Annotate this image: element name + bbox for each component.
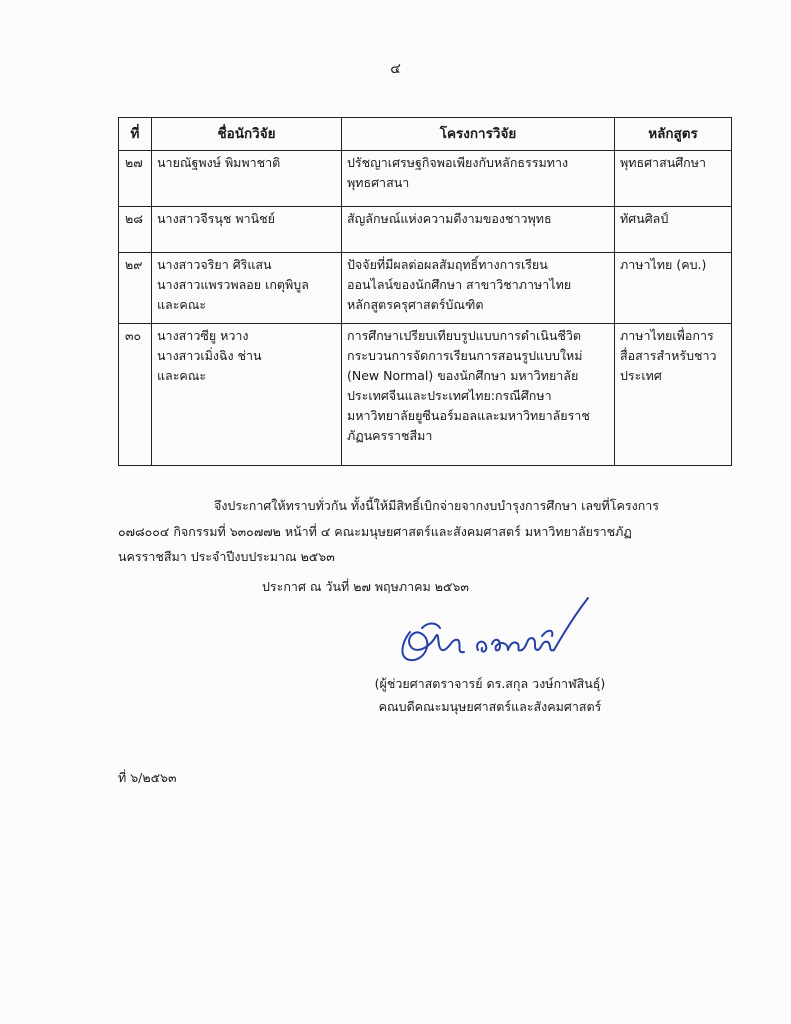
program-line: ภาษาไทยเพื่อการ <box>620 328 714 343</box>
program-cell <box>615 324 732 466</box>
project-line: ประเทศจีนและประเทศไทย:กรณีศึกษา <box>347 388 552 403</box>
project-line: มหาวิทยาลัยยูซีนอร์มอลและมหาวิทยาลัยราช <box>347 408 590 423</box>
program-cell <box>615 151 732 207</box>
researcher-name: นางสาวเมิ่งฉิง ช่าน <box>157 348 262 363</box>
table-row <box>119 151 732 207</box>
project-line: พุทธศาสนา <box>347 175 410 190</box>
announcement-line: ๐๗๘๐๐๔ กิจกรรมที่ ๖๓๐๗๗๒ หน้าที่ ๔ คณะมนุษยศาสตร์และสังคมศาสตร์ มหาวิทยาลัยราชภัฏ <box>118 524 632 539</box>
researcher-name: และคณะ <box>157 297 207 312</box>
header-project: โครงการวิจัย <box>342 118 615 151</box>
program-line: พุทธศาสนศึกษา <box>620 155 706 170</box>
project-line: การศึกษาเปรียบเทียบรูปแบบการดำเนินชีวิต <box>347 328 582 343</box>
researcher-name: และคณะ <box>157 368 207 383</box>
table-row <box>119 324 732 466</box>
signer-name: (ผู้ช่วยศาสตราจารย์ ดร.สกุล วงษ์กาฬสินธุ์) <box>374 676 606 691</box>
researcher-name: นางสาวแพรวพลอย เกตุพิบูล <box>157 277 309 292</box>
program-line: ทัศนศิลป์ <box>620 211 669 226</box>
researcher-name: นางสาวจริยา ศิริแสน <box>157 257 272 272</box>
header-no: ที่ <box>119 118 152 151</box>
researcher-cell <box>152 207 342 253</box>
row-number: ๒๘ <box>119 207 152 253</box>
row-number: ๒๗ <box>119 151 152 207</box>
researcher-cell <box>152 253 342 324</box>
table-row <box>119 253 732 324</box>
handwritten-signature <box>392 592 602 672</box>
researcher-name: นางสาวจีรนุช พานิชย์ <box>157 211 275 226</box>
project-line: หลักสูตรครุศาสตร์บัณฑิต <box>347 297 484 312</box>
program-cell <box>615 253 732 324</box>
table-header-row <box>119 118 732 151</box>
project-cell <box>342 253 615 324</box>
project-line: ภัฏนครราชสีมา <box>347 428 433 443</box>
row-number: ๓๐ <box>119 324 152 466</box>
program-line: สื่อสารสำหรับชาว <box>620 348 717 363</box>
researcher-table <box>118 117 732 466</box>
announcement-line: จึงประกาศให้ทราบทั่วกัน ทั้งนี้ให้มีสิทธิ์เบิกจ่ายจากงบบำรุงการศึกษา เลขที่โครงการ <box>214 498 659 513</box>
researcher-cell <box>152 324 342 466</box>
project-cell <box>342 324 615 466</box>
document-reference: ที่ ๖/๒๕๖๓ <box>118 770 177 785</box>
table-row <box>119 207 732 253</box>
row-number: ๒๙ <box>119 253 152 324</box>
project-cell <box>342 151 615 207</box>
project-line: (New Normal) ของนักศึกษา มหาวิทยาลัย <box>347 368 579 383</box>
header-program: หลักสูตร <box>615 118 732 151</box>
header-researcher: ชื่อนักวิจัย <box>152 118 342 151</box>
project-line: ปัจจัยที่มีผลต่อผลสัมฤทธิ์ทางการเรียน <box>347 257 548 272</box>
program-cell <box>615 207 732 253</box>
researcher-name: นายณัฐพงษ์ พิมพาชาติ <box>157 155 281 170</box>
project-cell <box>342 207 615 253</box>
page-number: ๔ <box>390 61 401 77</box>
researcher-name: นางสาวซียู หวาง <box>157 328 249 343</box>
project-line: ปรัชญาเศรษฐกิจพอเพียงกับหลักธรรมทาง <box>347 155 569 170</box>
project-line: สัญลักษณ์แห่งความดีงามของชาวพุทธ <box>347 211 552 226</box>
researcher-cell <box>152 151 342 207</box>
project-line: ออนไลน์ของนักศึกษา สาขาวิชาภาษาไทย <box>347 277 572 292</box>
announcement-line: นครราชสีมา ประจำปีงบประมาณ ๒๕๖๓ <box>118 549 335 564</box>
announcement-date: ประกาศ ณ วันที่ ๒๗ พฤษภาคม ๒๕๖๓ <box>262 579 469 594</box>
program-line: ภาษาไทย (คบ.) <box>620 257 707 272</box>
signer-position: คณบดีคณะมนุษยศาสตร์และสังคมศาสตร์ <box>378 699 602 714</box>
program-line: ประเทศ <box>620 368 662 383</box>
project-line: กระบวนการจัดการเรียนการสอนรูปแบบใหม่ <box>347 348 583 363</box>
